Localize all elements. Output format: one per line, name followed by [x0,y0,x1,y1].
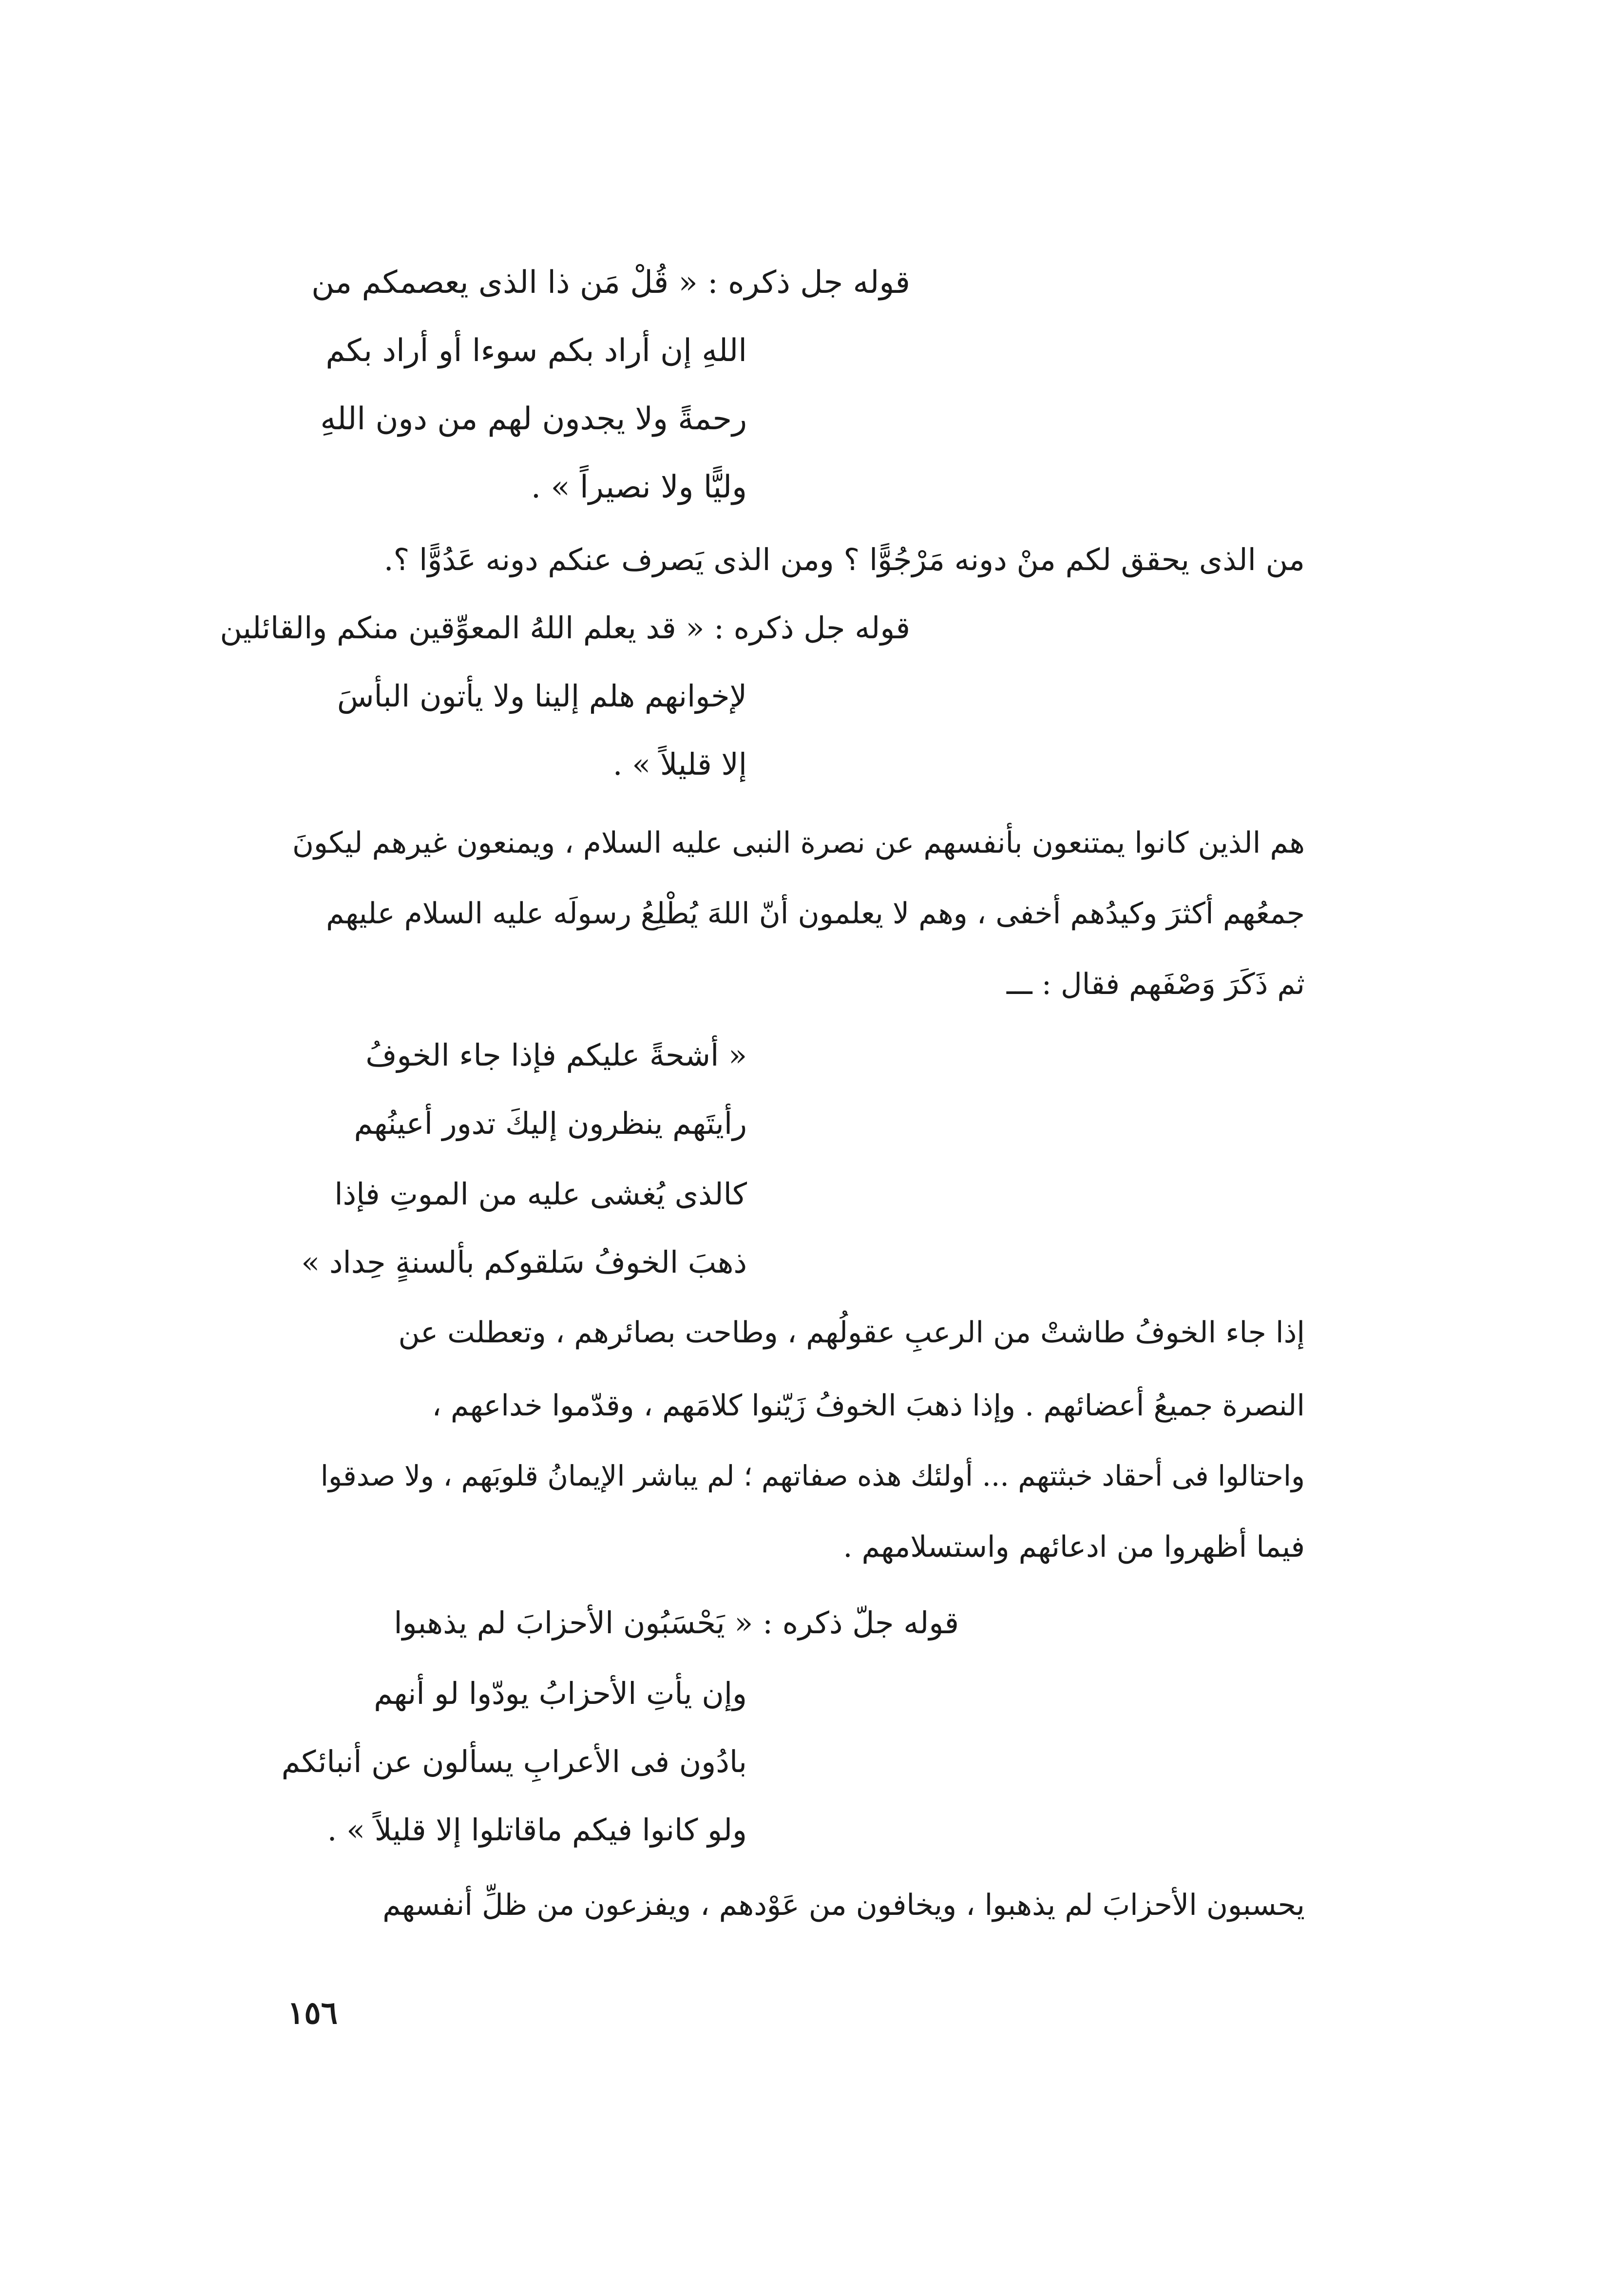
page-number: ١٥٦ [287,1995,338,2031]
verse-line: ولو كانوا فيكم ماقاتلوا إلا قليلاً » . [327,1812,747,1848]
verse-line: لإخوانهم هلم إلينا ولا يأتون البأسَ [337,678,747,714]
verse-line: كالذى يُغشى عليه من الموتِ فإذا [334,1176,747,1212]
verse-line: ذهبَ الخوفُ سَلقوكم بألسنةٍ حِداد » [301,1244,747,1280]
prose-line: فيما أظهروا من ادعائهم واستسلامهم . [843,1530,1305,1564]
prose-line: ثم ذَكَرَ وَصْفَهم فقال : ـــ [1006,967,1305,1001]
prose-line: جمعُهم أكثرَ وكيدُهم أخفى ، وهم لا يعلمون أنّ اللهَ يُطْلِعُ رسولَه عليه السلام عليهم [326,897,1305,931]
verse-line: وإن يأتِ الأحزابُ يودّوا لو أنهم [374,1676,747,1711]
prose-line: يحسبون الأحزابَ لم يذهبوا ، ويخافون من عَوْدهم ، ويفزعون من ظلِّ أنفسهم [382,1888,1305,1922]
verse-line: قوله جل ذكره : « قُلْ مَن ذا الذى يعصمكم من [311,265,910,301]
prose-line: واحتالوا فى أحقاد خبثتهم ... أولئك هذه صفاتهم ؛ لم يباشر الإيمانُ قلوبَهم ، ولا صدقوا [320,1459,1305,1492]
verse-line: « أشحةً عليكم فإذا جاء الخوفُ [365,1037,747,1073]
verse-line: قوله جلّ ذكره : « يَحْسَبُون الأحزابَ لم يذهبوا [394,1605,959,1641]
verse-line: رحمةً ولا يجدون لهم من دون اللهِ [320,401,747,437]
verse-line: قوله جل ذكره : « قد يعلم اللهُ المعوِّقين منكم والقائلين [220,610,910,646]
verse-line: اللهِ إن أراد بكم سوءا أو أراد بكم [325,333,747,369]
prose-line: النصرة جميعُ أعضائهم . وإذا ذهبَ الخوفُ زَيّنوا كلامَهم ، وقدّموا خداعهم ، [432,1389,1305,1423]
prose-line: من الذى يحقق لكم منْ دونه مَرْجُوًّا ؟ ومن الذى يَصرف عنكم دونه عَدُوًّا ؟. [383,542,1305,577]
verse-line: وليًّا ولا نصيراً » . [531,469,747,505]
verse-line: إلا قليلاً » . [612,746,747,782]
verse-line: بادُون فى الأعرابِ يسألون عن أنبائكم [281,1744,747,1779]
prose-line: هم الذين كانوا يمتنعون بأنفسهم عن نصرة النبى عليه السلام ، ويمنعون غيرهم ليكونَ [292,826,1305,860]
prose-line: إذا جاء الخوفُ طاشتْ من الرعبِ عقولُهم ، وطاحت بصائرهم ، وتعطلت عن [398,1316,1305,1350]
verse-line: رأيتَهم ينظرون إليكَ تدور أعينُهم [354,1106,747,1141]
